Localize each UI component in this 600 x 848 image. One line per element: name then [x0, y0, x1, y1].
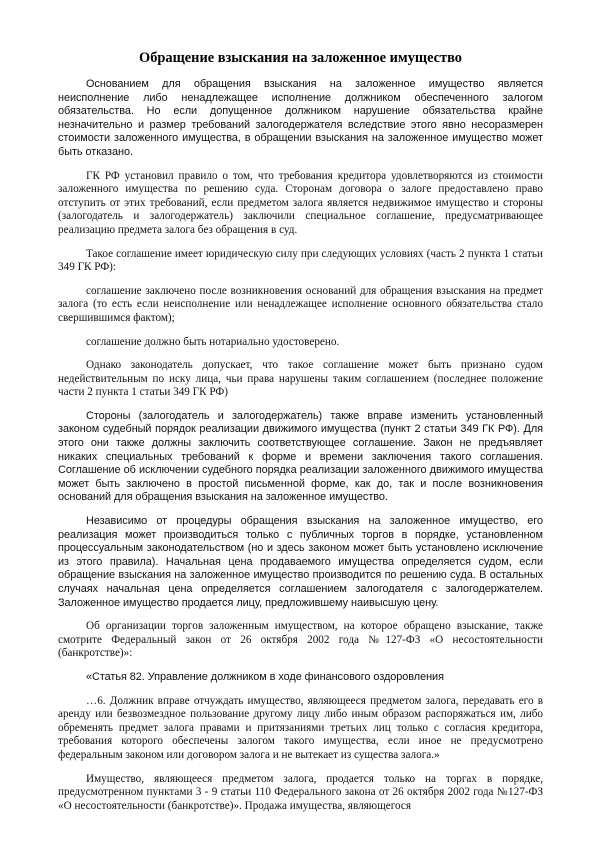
paragraph-condition-notarized: соглашение должно быть нотариально удостоверено. [86, 335, 340, 348]
paragraph-condition-concluded-after: соглашение заключено после возникновения оснований для обращения взыскания на предмет залога (то есть если неисполнение или ненадлежащее исполнение основного обязательства стало свершившимся фактом); [58, 284, 543, 324]
paragraph-movable-property-order: Стороны (залогодатель и залогодержатель) также вправе изменить установленный законом судебный порядок реализации движимого имущества (пункт 2 статьи 349 ГК РФ). Для этого они также должны заключить соответствующее соглашение. Закон не предъявляет никаких специальных требований к форме и времени заключения такого соглашения. Соглашение об исключении судебного порядка реализации заложенного движимого имущества может быть заключено в простой письменной форме, как до, так и после возникновения оснований для обращения взыскания на заложенное имущество. [58, 409, 543, 504]
paragraph-debtor-rights: …6. Должник вправе отчуждать имущество, являющееся предметом залога, передавать его в аренду или безвозмездное пользование другому лицу либо иным образом распоряжаться им, либо обременять предмет залога правами и притязаниями третьих лиц только с согласия кредитора, требования которого обеспечены залогом такого имущества, если иное не предусмотрено федеральным законом или договором залога и не вытекает из существа залога.» [58, 694, 543, 761]
paragraph-court-decision-rule: ГК РФ установил правило о том, что требования кредитора удовлетворяются из стоимости заложенного имущества по решению суда. Сторонам договора о залоге предоставлено право отступить от этих требований, если предметом залога является недвижимое имущество и стороны (залогодатель и залогодержатель) заключили специальное соглашение, предусматривающее реализацию предмета залога без обращения в суд. [58, 169, 543, 236]
paragraph-article-82-heading: «Статья 82. Управление должником в ходе финансового оздоровления [86, 670, 444, 683]
paragraph-agreement-invalidity: Однако законодатель допускает, что такое соглашение может быть признано судом недействительным по иску лица, чьи права нарушены таким соглашением (последнее положение части 2 пункта 1 статьи 349 ГК РФ) [58, 359, 543, 399]
paragraph-auction-organization: Об организации торгов заложенным имуществом, на которое обращено взыскание, также смотрите Федеральный закон от 26 октября 2002 года №127-ФЗ «О несостоятельности (банкротстве)»: [58, 620, 543, 660]
paragraph-public-auction: Независимо от процедуры обращения взыскания на заложенное имущество, его реализация может производиться только с публичных торгов в порядке, установленном процессуальным законодательством (но и здесь законом может быть установлено исключение из этого правила). Начальная цена продаваемого имущества определяется судом, если обращение взыскания на заложенное имущество производится по решению суда. В остальных случаях начальная цена определяется соглашением залогодателя с залогодержателем. Заложенное имущество продается лицу, предложившему наивысшую цену. [58, 515, 543, 609]
paragraph-agreement-conditions-intro: Такое соглашение имеет юридическую силу при следующих условиях (часть 2 пункта 1 статьи 349 ГК РФ): [58, 247, 543, 274]
document-title: Обращение взыскания на заложенное имущество [139, 50, 462, 66]
paragraph-grounds-for-foreclosure: Основанием для обращения взыскания на заложенное имущество является неисполнение либо ненадлежащее исполнение должником обеспеченного залогом обязательства. Но если допущенное должником нарушение обязательства крайне незначительно и размер требований залогодержателя вследствие этого явно несоразмерен стоимости заложенного имущества, в обращении взыскания на заложенное имущество может быть отказано. [58, 78, 543, 158]
paragraph-sale-at-auction: Имущество, являющееся предметом залога, продается только на торгах в порядке, предусмотренном пунктами 3 - 9 статьи 110 Федерального закона от 26 октября 2002 года №127-ФЗ «О несостоятельности (банкротстве)». Продажа имущества, являющегося [58, 772, 543, 812]
